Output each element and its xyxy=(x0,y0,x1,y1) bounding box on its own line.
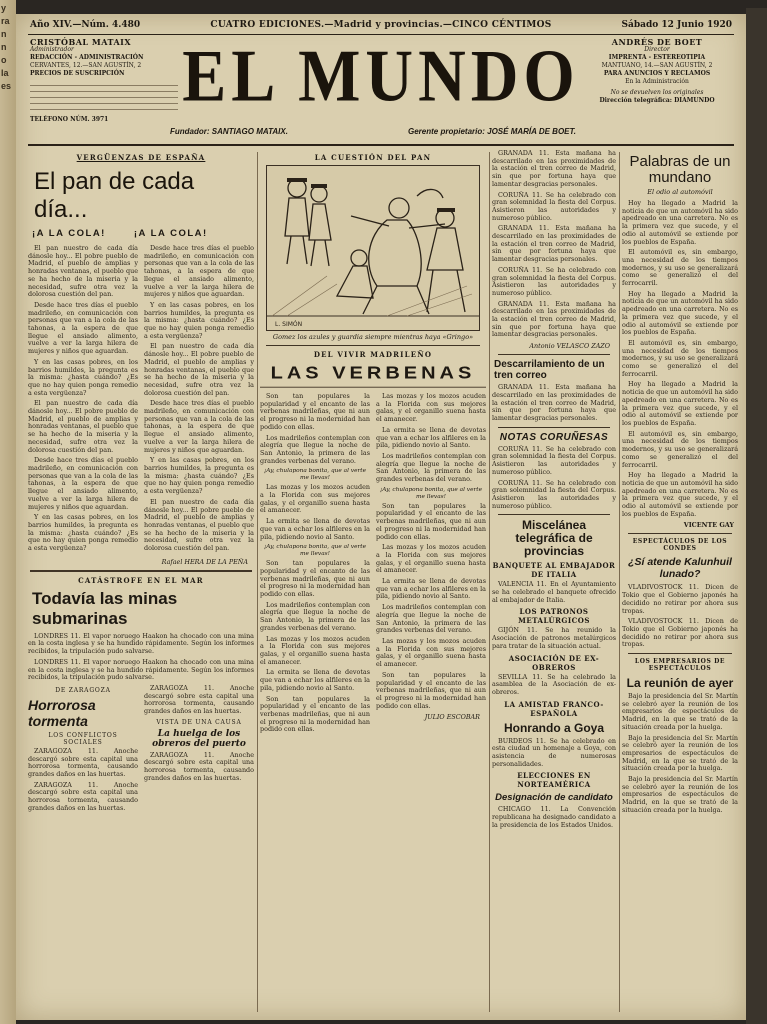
office-label: REDACCIÓN - ADMINISTRACIÓN xyxy=(30,54,144,61)
edge-glyph: n xyxy=(1,42,7,52)
paragraph: El pan nuestro de cada día dánosle hoy... El pobre pueblo de Madrid, el pueblo de amplias y honradas ventanas, el pueblo que se ha hecho de la miseria y la necesidad, sufre otra vez la dolorosa cuestión del pan. xyxy=(144,342,254,397)
manager-line: Gerente propietario: JOSÉ MARÍA DE BOET. xyxy=(408,127,577,136)
paragraph: La ermita se llena de devotas que van a echar los alfileres en la pila, pidiendo novio al Santo. xyxy=(376,425,486,450)
article-body xyxy=(28,245,254,556)
section-kicker: CATÁSTROFE EN EL MAR xyxy=(78,575,204,585)
bottom-briefs xyxy=(28,685,254,816)
paragraph: Hoy ha llegado a Madrid la noticia de que un automóvil ha sido apedreado en una carretera. No es la primera vez que sucede, y el odio al automóvil se extiende por los pueblos de España. xyxy=(622,471,738,518)
headline-huelga: La huelga de los obreros del puerto xyxy=(152,728,246,749)
section-kicker: VERGÜENZAS DE ESPAÑA xyxy=(76,153,206,162)
brief-kicker: DE ZARAGOZA xyxy=(55,686,111,694)
subhead: ELECCIONES EN NORTEAMÉRICA xyxy=(517,771,591,790)
paragraph: Y en las casas pobres, en los barrios humildes, la pregunta es la misma: ¿hasta cuándo? ¿Es que no hay quien ponga remedio a esta vergüenza? xyxy=(28,357,138,397)
column-1 xyxy=(28,150,254,1012)
newspaper-title: EL MUNDO xyxy=(182,35,580,118)
headline-reunion: La reunión de ayer xyxy=(626,676,734,691)
founder-line: Fundador: SANTIAGO MATAIX. xyxy=(170,127,288,136)
subhead: BANQUETE AL EMBAJADOR DE ITALIA xyxy=(492,561,616,580)
paragraph: VALENCIA 11. En el Ayuntamiento se ha celebrado el banquete ofrecido al embajador de Italia. xyxy=(492,580,616,604)
paragraph: Hoy ha llegado a Madrid la noticia de que un automóvil ha sido apedreado en una carretera. No es la primera vez que sucede, y el odio al automóvil se extiende por los pueblos de España. xyxy=(622,199,738,246)
edge-glyph: y xyxy=(1,3,7,13)
paragraph: Bajo la presidencia del Sr. Martín se celebró ayer la reunión de los empresarios de espectáculos de Madrid, en la que se trató de la situación creada por la huelga. xyxy=(622,692,738,731)
paragraph: El pan nuestro de cada día dánosle hoy... El pobre pueblo de Madrid, el pueblo de amplias y honradas ventanas, el pueblo que se ha hecho de la miseria y la necesidad, sufre otra vez la dolorosa cuestión del pan. xyxy=(144,497,254,553)
paragraph: Hoy ha llegado a Madrid la noticia de que un automóvil ha sido apedreado en una carretera. No es la primera vez que sucede, y el odio al automóvil se extiende por los pueblos de España. xyxy=(622,380,738,427)
paragraph: Los madrileños contemplan con alegría que llegue la noche de San Antonio, la primera de las grandes verbenas del verano. xyxy=(260,600,370,632)
paragraph: Son tan populares la popularidad y el encanto de las verbenas madrileñas, que ni aun el progreso ni la modernidad han podido con ellas. xyxy=(260,392,370,431)
column-rule xyxy=(489,152,490,1012)
verse: ¡Ay, chulapona bonita, que al verte me llevas! xyxy=(263,544,367,558)
article-signature: VICENTE GAY xyxy=(683,521,734,530)
paragraph: CORUÑA 11. Se ha celebrado con gran solemnidad la fiesta del Corpus. Asistieron las autoridades y numeroso público. xyxy=(492,190,616,222)
column-4 xyxy=(622,150,738,1012)
divider xyxy=(266,345,480,346)
divider xyxy=(628,533,732,534)
scan-border xyxy=(746,8,767,1024)
paragraph: ZARAGOZA 11. Anoche descargó sobre esta capital una horrorosa tormenta, causando grandes daños en las huertas. xyxy=(28,780,138,812)
press-label: IMPRENTA - ESTEREOTIPIA xyxy=(608,54,706,61)
article-signature: JULIO ESCOBAR xyxy=(424,713,480,722)
edge-glyph: la xyxy=(1,68,9,78)
subhead: LA AMISTAD FRANCO-ESPAÑOLA xyxy=(504,699,604,718)
edge-glyph: n xyxy=(1,29,7,39)
paragraph: ZARAGOZA 11. Anoche descargó sobre esta capital una horrorosa tormenta, causando grandes daños en las huertas. xyxy=(144,750,254,782)
director-role: Director xyxy=(644,46,670,53)
divider xyxy=(498,354,610,355)
issue-date: Sábado 12 Junio 1920 xyxy=(621,20,732,30)
paragraph: Desde hace tres días el pueblo madrileño, en comunicación con personas que van a la cola de las tahonas, a la espera de que llegue el ansiado alimento, vuelve a ver la larga hilera de mujeres y niños que aguardan. xyxy=(144,399,254,454)
originals-note: No se devuelven los originales xyxy=(610,89,704,96)
paragraph: GRANADA 11. Esta mañana ha descarrilado en las proximidades de la estación el tren correo de Madrid, sin que por fortuna haya que lamentar desgracias personales. xyxy=(492,224,616,264)
column-rule xyxy=(619,152,620,1012)
section-kicker: LA CUESTIÓN DEL PAN xyxy=(314,153,432,162)
subhead: LOS PATRONOS METALÚRGICOS xyxy=(518,607,590,626)
paragraph: Las mozas y los mozos acuden a la Florida con sus mejores galas, y el organillo suena hasta el amanecer. xyxy=(260,483,370,515)
administrator-role: Administrador xyxy=(30,46,74,53)
paragraph: GRANADA 11. Esta mañana ha descarrilado en las proximidades de la estación el tren correo de Madrid, sin que por fortuna haya que lamentar desgracias personales. xyxy=(492,150,616,188)
divider xyxy=(498,427,610,428)
paragraph: GRANADA 11. Esta mañana ha descarrilado en las proximidades de la estación el tren correo de Madrid, sin que por fortuna haya que lamentar desgracias personales. xyxy=(492,299,616,339)
press-address: MANTUANO, 14.—SAN AGUSTÍN, 2 xyxy=(601,62,713,69)
director-name: ANDRÉS DE BOET xyxy=(611,37,703,47)
headline-tormenta: Horrorosa tormenta xyxy=(28,696,96,729)
paragraph: Y en las casas pobres, en los barrios humildes, la pregunta es la misma: ¿hasta cuándo? ¿Es que no hay quien ponga remedio a esta vergüenza? xyxy=(144,300,254,340)
article-signature: Antonio VELASCO ZAZO xyxy=(529,342,610,351)
paragraph: LONDRES 11. El vapor noruego Haakon ha chocado con una mina en la costa inglesa y se ha hundido rápidamente. Según los informes recibidos, la tripulación pudo salvarse. xyxy=(28,657,254,682)
section-kicker: LOS EMPRESARIOS DE ESPECTÁCULOS xyxy=(634,658,726,673)
headline-pan: El pan de cada día... xyxy=(34,168,195,223)
paragraph: Son tan populares la popularidad y el encanto de las verbenas madrileñas, que ni aun el progreso ni la modernidad han podido con ellas. xyxy=(260,694,370,734)
brief-kicker: VISTA DE UNA CAUSA xyxy=(156,718,242,726)
issue-number: Año XIV.—Núm. 4.480 xyxy=(30,20,141,30)
section-kicker: DEL VIVIR MADRILEÑO xyxy=(313,350,433,359)
paragraph: Desde hace tres días el pueblo madrileño, en comunicación con personas que van a la cola de las tahonas, a la espera de que llegue el ansiado alimento, vuelve a ver la larga hilera de mujeres y niños que aguardan. xyxy=(144,244,254,299)
divider xyxy=(498,514,610,515)
paragraph: El pan nuestro de cada día dánosle hoy... El pobre pueblo de Madrid, el pueblo de amplias y honradas ventanas, el pueblo que se ha hecho de la miseria y la necesidad, sufre otra vez la dolorosa cuestión del pan. xyxy=(28,244,138,299)
subhead: El odio al automóvil xyxy=(647,188,713,196)
masthead-divider xyxy=(28,144,734,146)
paragraph: Son tan populares la popularidad y el encanto de las verbenas madrileñas, que ni aun el progreso ni la modernidad han podido con ellas. xyxy=(376,501,486,541)
masthead-right-box xyxy=(582,38,732,105)
paragraph: Son tan populares la popularidad y el encanto de las verbenas madrileñas, que ni aun el progreso ni la modernidad han podido con ellas. xyxy=(260,559,370,599)
paragraph: Y en las casas pobres, en los barrios humildes, la pregunta es la misma: ¿hasta cuándo? ¿Es que no hay quien ponga remedio a esta vergüenza? xyxy=(144,456,254,496)
paragraph: BURDEOS 11. Se ha celebrado en esta ciudad un homenaje a Goya, con asistencia de numerosas personalidades. xyxy=(492,736,616,768)
section-kicker: ESPECTÁCULOS DE LOS CONDES xyxy=(632,538,728,553)
paragraph: El automóvil es, sin embargo, una necesidad de los tiempos modernos, y su uso se generalizará como se generalizó el del ferrocarril. xyxy=(622,429,738,469)
prices-title: PRECIOS DE SUSCRIPCIÓN xyxy=(30,70,125,77)
paragraph: Desde hace tres días el pueblo madrileño, en comunicación con personas que van a la cola de las tahonas, a la espera de que llegue el ansiado alimento, vuelve a ver la larga hilera de mujeres y niños que aguardan. xyxy=(28,300,138,356)
masthead-left-box xyxy=(30,38,178,124)
headline-question: ¿Sí atende Kalunhuil lunado? xyxy=(628,556,732,581)
paragraph: SEVILLA 11. Se ha celebrado la asamblea de la Asociación de ex-obreros. xyxy=(492,672,616,696)
subhead: ASOCIACIÓN DE EX-OBREROS xyxy=(508,653,600,672)
divider xyxy=(628,653,732,654)
paragraph: Los madrileños contemplan con alegría que llegue la noche de San Antonio, la primera de las grandes verbenas del verano. xyxy=(376,451,486,484)
paragraph: El pan nuestro de cada día dánosle hoy... El pobre pueblo de Madrid, el pueblo de amplias y honradas ventanas, el pueblo que se ha hecho de la miseria y la necesidad, sufre otra vez la dolorosa cuestión del pan. xyxy=(28,399,138,454)
edge-glyph: es xyxy=(1,81,12,91)
paragraph: CORUÑA 11. Se ha celebrado con gran solemnidad la fiesta del Corpus. Asistieron las autoridades y numeroso público. xyxy=(492,444,616,476)
headline-palabras: Palabras de un mundano xyxy=(629,153,731,186)
price-line: CUATRO EDICIONES.—Madrid y provincias.—CINCO CÉNTIMOS xyxy=(210,20,552,30)
column-2 xyxy=(260,150,486,1012)
paragraph: VLADIVOSTOCK 11. Dicen de Tokio que el Gobierno japonés ha decidido no retirar por ahora sus tropas. xyxy=(622,583,738,615)
paragraph: Hoy ha llegado a Madrid la noticia de que un automóvil ha sido apedreado en una carretera. No es la primera vez que sucede, y el odio al automóvil se extiende por los pueblos de España. xyxy=(622,289,738,337)
paragraph: Las mozas y los mozos acuden a la Florida con sus mejores galas, y el organillo suena hasta el amanecer. xyxy=(260,634,370,666)
divider xyxy=(30,570,252,572)
paragraph: GRANADA 11. Esta mañana ha descarrilado en las proximidades de la estación el tren correo de Madrid, sin que por fortuna haya que lamentar desgracias personales. xyxy=(492,383,616,422)
cartoon-caption: Gomez los azules y guardia siempre mientras haya «Gringo» xyxy=(272,333,474,341)
edge-glyph: o xyxy=(1,55,7,65)
paragraph: CHICAGO 11. La Convención republicana ha designado candidato a la presidencia de los Estados Unidos. xyxy=(492,805,616,829)
paragraph: La ermita se llena de devotas que van a echar los alfileres en la pila, pidiendo novio al Santo. xyxy=(376,577,486,601)
edge-glyph: ra xyxy=(1,16,10,26)
top-line xyxy=(30,20,732,32)
article-body xyxy=(260,393,486,737)
paragraph: Son tan populares la popularidad y el encanto de las verbenas madrileñas, que ni aun el progreso ni la modernidad han podido con ellas. xyxy=(376,670,486,710)
subheadline-a: ¡A LA COLA! xyxy=(32,228,106,239)
telegraph-address: Dirección telegráfica: DIAMUNDO xyxy=(599,97,715,104)
office-address: CERVANTES, 12.—SAN AGUSTÍN, 2 xyxy=(30,62,142,69)
paragraph: Las mozas y los mozos acuden a la Florida con sus mejores galas, y el organillo suena hasta el amanecer. xyxy=(376,636,486,669)
headline-minas: Todavía las minas submarinas xyxy=(32,588,178,628)
paragraph: Bajo la presidencia del Sr. Martín se celebró ayer la reunión de los empresarios de espectáculos de Madrid, en la que se trató de la situación creada por la huelga. xyxy=(622,733,738,773)
cartoon-illustration xyxy=(266,165,480,331)
paragraph: La ermita se llena de devotas que van a echar los alfileres en la pila, pidiendo novio al Santo. xyxy=(260,668,370,692)
headline-goya: Honrando a Goya xyxy=(503,720,604,735)
paragraph: La ermita se llena de devotas que van a echar los alfileres en la pila, pidiendo novio al Santo. xyxy=(260,517,370,541)
newspaper-page xyxy=(16,14,746,1020)
ads-label: PARA ANUNCIOS Y RECLAMOS xyxy=(603,70,711,77)
paragraph: El automóvil es, sin embargo, una necesidad de los tiempos modernos, y su uso se generalizará como se generalizó el del ferrocarril. xyxy=(622,338,738,378)
paragraph: Y en las casas pobres, en los barrios humildes, la pregunta es la misma: ¿hasta cuándo? ¿Es que no hay quien ponga remedio a esta vergüenza? xyxy=(28,513,138,553)
paragraph: ZARAGOZA 11. Anoche descargó sobre esta capital una horrorosa tormenta, causando grandes daños en las huertas. xyxy=(28,746,138,779)
paragraph: GIJÓN 11. Se ha reunido la Asociación de patronos metalúrgicos para tratar de la situación actual. xyxy=(492,626,616,650)
paragraph: Las mozas y los mozos acuden a la Florida con sus mejores galas, y el organillo suena hasta el amanecer. xyxy=(376,543,486,575)
column-3 xyxy=(492,150,616,1012)
cartoon-artist: L. SIMÓN xyxy=(275,321,303,328)
paragraph: VLADIVOSTOCK 11. Dicen de Tokio que el Gobierno japonés ha decidido no retirar por ahora sus tropas. xyxy=(622,617,738,649)
paragraph: El automóvil es, sin embargo, una necesidad de los tiempos modernos, y su uso se generalizará como se generalizó el del ferrocarril. xyxy=(622,248,738,288)
verse: ¡Ay, chulapona bonita, que al verte me llevas! xyxy=(379,486,483,500)
headline-verbenas: LAS VERBENAS xyxy=(260,363,486,387)
headline-miscelanea: Miscelánea telegráfica de provincias xyxy=(515,518,593,559)
headline-candidato: Designación de candidato xyxy=(495,792,613,804)
paragraph: Los madrileños contemplan con alegría que llegue la noche de San Antonio, la primera de las grandes verbenas del verano. xyxy=(260,433,370,465)
paragraph: CORUÑA 11. Se ha celebrado con gran solemnidad la fiesta del Corpus. Asistieron las autoridades y numeroso público. xyxy=(492,478,616,510)
previous-page-edge xyxy=(0,0,16,1024)
paragraph: CORUÑA 11. Se ha celebrado con gran solemnidad la fiesta del Corpus. Asistieron las autoridades y numeroso público. xyxy=(492,265,616,297)
paragraph: ZARAGOZA 11. Anoche descargó sobre esta capital una horrorosa tormenta, causando grandes daños en las huertas. xyxy=(144,683,254,716)
brief-kicker: LOS CONFLICTOS SOCIALES xyxy=(48,731,118,746)
prices-table xyxy=(30,80,178,114)
column-rule xyxy=(257,152,258,1012)
article-signature: Rafael HERA DE LA PEÑA xyxy=(161,557,248,566)
ads-where: En la Administración xyxy=(625,78,689,85)
verse: ¡Ay, chulapona bonita, que al verte me llevas! xyxy=(263,468,367,482)
paragraph: Desde hace tres días el pueblo madrileño, en comunicación con personas que van a la cola de las tahonas, a la espera de que llegue el ansiado alimento, vuelve a ver la larga hilera de mujeres y niños que aguardan. xyxy=(28,456,138,511)
headline-notas-corunesas: NOTAS CORUÑESAS xyxy=(499,431,609,443)
cartoon-drawing xyxy=(267,166,479,330)
headline-descarrilamiento: Descarrilamiento de un tren correo xyxy=(494,359,605,382)
subheadline-b: ¡A LA COLA! xyxy=(133,228,208,239)
administrator-name: CRISTÓBAL MATAIX xyxy=(30,37,132,47)
paragraph: Bajo la presidencia del Sr. Martín se celebró ayer la reunión de los empresarios de espectáculos de Madrid, en la que se trató de la situación creada por la huelga. xyxy=(622,775,738,814)
paragraph: LONDRES 11. El vapor noruego Haakon ha chocado con una mina en la costa inglesa y se ha hundido rápidamente. Según los informes recibidos, la tripulación pudo salvarse. xyxy=(28,631,254,656)
paragraph: Los madrileños contemplan con alegría que llegue la noche de San Antonio, la primera de las grandes verbenas del verano. xyxy=(376,603,486,635)
telephone: TELÉFONO NÚM. 3971 xyxy=(30,116,109,123)
paragraph: Las mozas y los mozos acuden a la Florida con sus mejores galas, y el organillo suena hasta el amanecer. xyxy=(376,392,486,424)
subheadline-cola xyxy=(32,228,254,239)
